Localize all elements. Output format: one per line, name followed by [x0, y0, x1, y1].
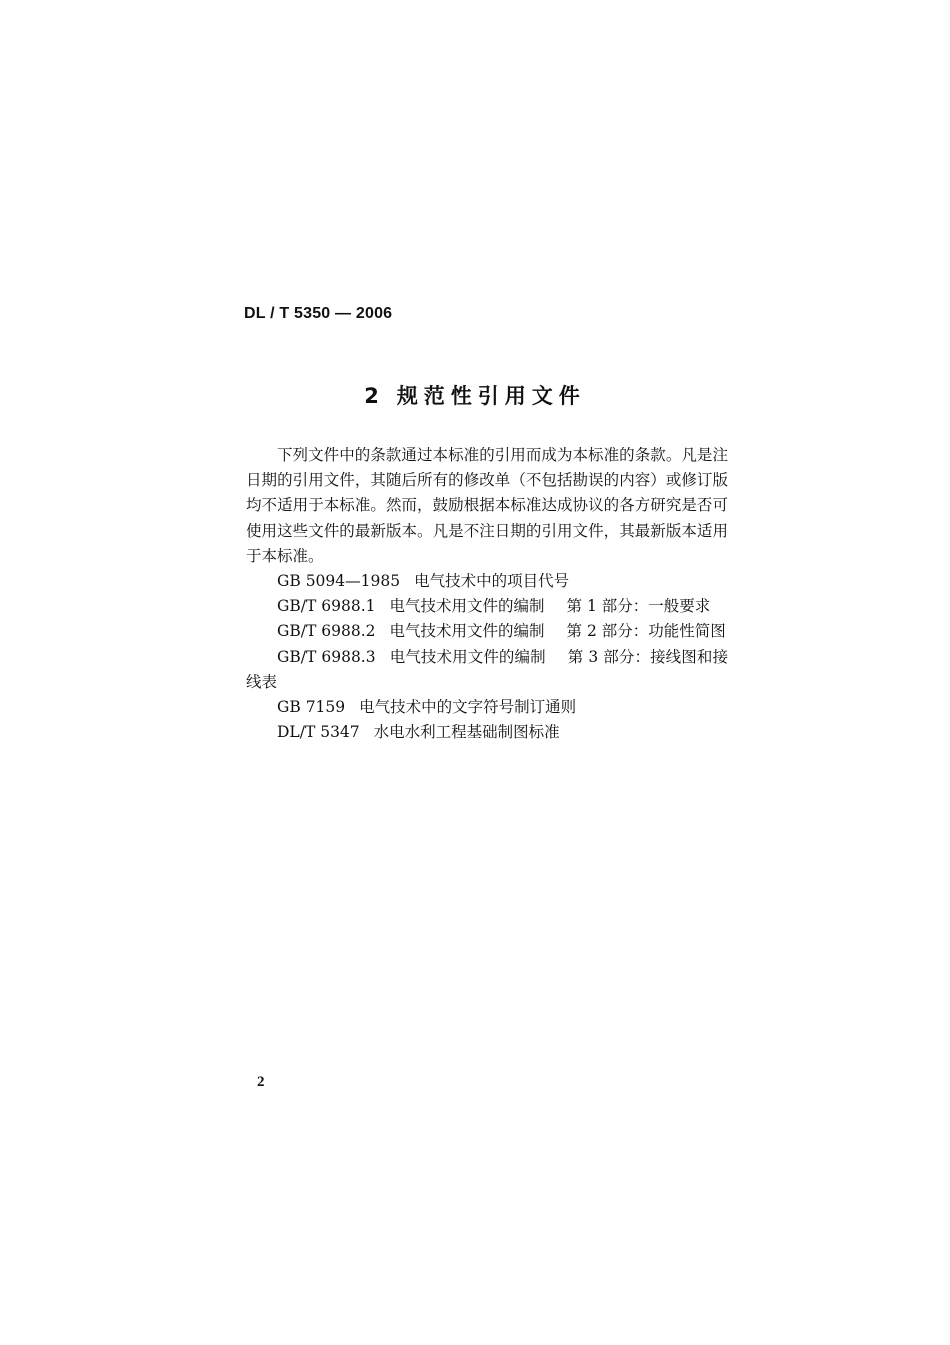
reference-title: 电气技术中的项目代号: [414, 572, 570, 591]
section-body: [246, 443, 728, 745]
page-number: 2: [257, 1074, 265, 1090]
reference-part: 第 1 部分：一般要求: [566, 597, 711, 616]
reference-item: [246, 619, 728, 644]
reference-item: [246, 569, 728, 594]
reference-code: GB/T 6988.2: [277, 622, 376, 641]
reference-item: [246, 720, 728, 745]
reference-title: 电气技术用文件的编制: [389, 597, 545, 616]
reference-item: [246, 594, 728, 619]
reference-item: [246, 645, 728, 695]
reference-title: 电气技术中的文字符号制订通则: [359, 698, 577, 717]
reference-code: GB/T 6988.1: [277, 597, 376, 616]
reference-part: 第 3 部分：接线图和接线表: [246, 647, 728, 691]
reference-item: [246, 695, 728, 720]
reference-title: 电气技术用文件的编制: [389, 647, 546, 666]
reference-title: 电气技术用文件的编制: [389, 622, 545, 641]
standard-code-header: DL / T 5350 — 2006: [244, 305, 393, 322]
reference-code: GB/T 6988.3: [277, 647, 376, 666]
reference-code: GB 5094—1985: [277, 572, 401, 591]
reference-code: GB 7159: [277, 698, 346, 717]
section-title: 规范性引用文件: [396, 384, 586, 408]
reference-title: 水电水利工程基础制图标准: [373, 723, 560, 742]
reference-part: 第 2 部分：功能性简图: [566, 622, 726, 641]
section-heading: [0, 380, 950, 410]
intro-paragraph: 下列文件中的条款通过本标准的引用而成为本标准的条款。凡是注日期的引用文件，其随后所有的修改单（不包括勘误的内容）或修订版均不适用于本标准。然而，鼓励根据本标准达成协议的各方研究是否可使用这些文件的最新版本。凡是不注日期的引用文件，其最新版本适用于本标准。: [246, 446, 728, 565]
section-number: 2: [364, 384, 379, 408]
reference-code: DL/T 5347: [277, 723, 360, 742]
